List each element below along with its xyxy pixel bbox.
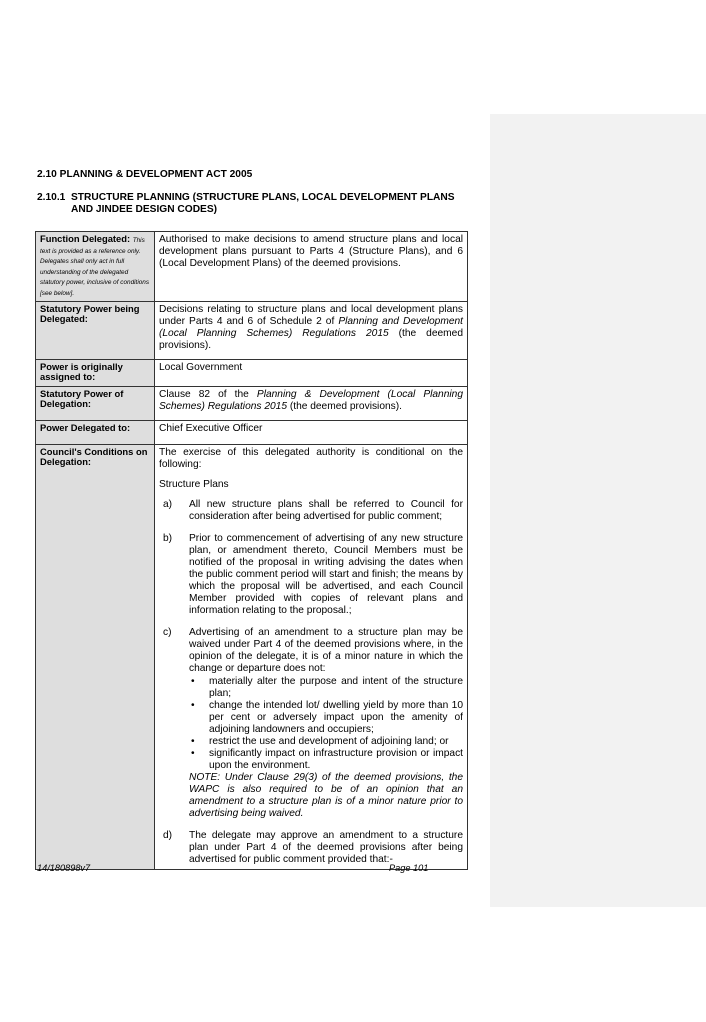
condition-item-d (159, 830, 463, 866)
delegation-table (35, 231, 468, 870)
function-delegated-note: This text is provided as a reference only. Delegates shall only act in full understanding of the delegated statutory power, inclusive of conditions [see below]. (40, 237, 150, 297)
function-delegated-value: Authorised to make decisions to amend structure plans and local development plans pursuant to Parts 4 (Structure Plans), and 6 (Local Development Plans) of the deemed provisions. (155, 232, 468, 302)
bullet-icon: • (191, 699, 195, 711)
delegated-to-label: Power Delegated to: (36, 420, 155, 444)
statutory-power-text-b: (the deemed provisions). (159, 327, 463, 351)
statutory-power-text-a: Decisions relating to structure plans and local development plans under Parts 4 and 6 of Schedule 2 of (159, 303, 463, 327)
section-heading: 2.10 PLANNING & DEVELOPMENT ACT 2005 (37, 169, 253, 180)
table-row (36, 444, 468, 869)
condition-marker: c) (163, 626, 172, 638)
table-row (36, 386, 468, 420)
table-row (36, 420, 468, 444)
condition-text: All new structure plans shall be referred to Council for consideration after being advertised for public comment; (189, 498, 463, 522)
statutory-power-text-italic: Planning and Development (Local Planning Schemes) Regulations 2015 (159, 315, 463, 339)
subsection-title: STRUCTURE PLANNING (STRUCTURE PLANS, LOCAL DEVELOPMENT PLANS AND JINDEE DESIGN CODES) (71, 192, 455, 215)
condition-marker: a) (163, 498, 173, 510)
function-delegated-label: Function Delegated: (40, 233, 131, 244)
assigned-label: Power is originally assigned to: (36, 359, 155, 386)
condition-marker: d) (163, 829, 173, 841)
statutory-power-label: Statutory Power being Delegated: (36, 301, 155, 359)
condition-item-a (159, 499, 463, 523)
statutory-delegation-text-a: Clause 82 of the (159, 388, 249, 400)
assigned-value: Local Government (155, 359, 468, 386)
bullet-icon: • (191, 747, 195, 759)
statutory-power-value (155, 301, 468, 359)
conditions-label: Council's Conditions on Delegation: (36, 444, 155, 869)
delegated-to-value: Chief Executive Officer (155, 420, 468, 444)
condition-text: The delegate may approve an amendment to a structure plan under Part 4 of the deemed provisions after being advertised for public comment provided that:- (189, 829, 463, 865)
condition-bullet-list (189, 676, 463, 772)
comment-pane (490, 114, 706, 907)
conditions-subhead: Structure Plans (159, 478, 229, 490)
bullet-icon: • (191, 675, 195, 687)
statutory-delegation-label: Statutory Power of Delegation: (36, 386, 155, 420)
table-row (36, 301, 468, 359)
subsection-number: 2.10.1 (37, 192, 66, 203)
bullet-icon: • (191, 735, 195, 747)
conditions-value (155, 444, 468, 869)
statutory-delegation-value (155, 386, 468, 420)
condition-item-c (159, 627, 463, 820)
condition-item-b (159, 533, 463, 617)
subsection-heading (37, 192, 477, 216)
condition-text: Prior to commencement of advertising of any new structure plan, or amendment thereto, Council Members must be notified of the proposal in writing advising the dates when the public comment period will start and finish; the means by which the proposal will be advertised, and each Council Member provided with copies of relevant plans and information relating to the proposal.; (189, 532, 463, 616)
list-item: • restrict the use and development of adjoining land; or (191, 735, 449, 747)
conditions-intro: The exercise of this delegated authority is conditional on the following: (159, 446, 463, 470)
table-row (36, 359, 468, 386)
condition-note: NOTE: Under Clause 29(3) of the deemed provisions, the WAPC is also required to be of an opinion that an amendment to a structure plan is of a minor nature prior to advertising being waived. (189, 771, 463, 819)
condition-marker: b) (163, 532, 173, 544)
table-row (36, 232, 468, 302)
list-item: • significantly impact on infrastructure provision or impact upon the environment. (191, 747, 463, 771)
list-item: • materially alter the purpose and intent of the structure plan; (191, 675, 463, 699)
condition-text: Advertising of an amendment to a structure plan may be waived under Part 4 of the deemed provisions where, in the opinion of the delegate, it is of a minor nature in which the change or departure does not: (189, 626, 463, 674)
page-number: Page 101 (389, 863, 429, 873)
statutory-delegation-text-italic: Planning & Development (Local Planning Schemes) Regulations 2015 (159, 388, 463, 412)
statutory-delegation-text-b: (the deemed provisions). (289, 400, 402, 412)
document-reference: 14/180898v7 (37, 863, 91, 873)
function-delegated-label-cell (36, 232, 155, 302)
list-item: • change the intended lot/ dwelling yield by more than 10 per cent or adversely impact upon the amenity of adjoining landowners and occupiers; (191, 699, 463, 735)
